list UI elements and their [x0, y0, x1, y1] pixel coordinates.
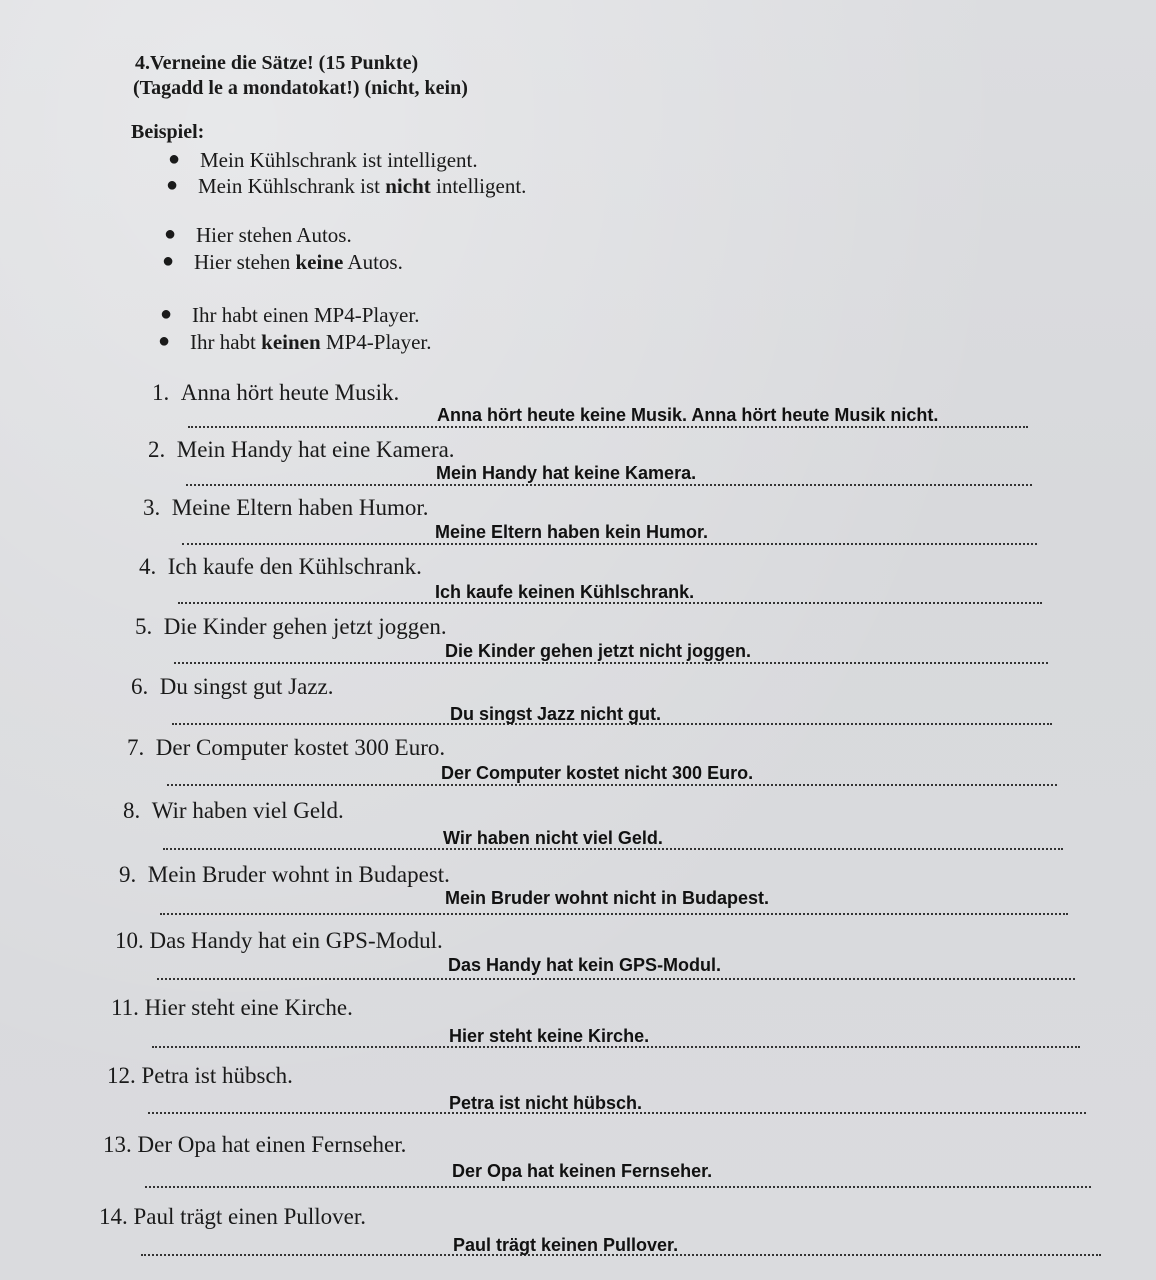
bullet: ●	[158, 330, 171, 352]
answer-text: Wir haben nicht viel Geld.	[443, 828, 663, 848]
example-item: ● Mein Kühlschrank ist intelligent.	[168, 148, 478, 172]
answer-text: Der Opa hat keinen Fernseher.	[452, 1161, 713, 1181]
task-sentence: 11. Hier steht eine Kirche.	[111, 995, 353, 1020]
answer-text: Petra ist nicht hübsch.	[449, 1093, 643, 1113]
task-sentence: 9. Mein Bruder wohnt in Budapest.	[119, 862, 450, 887]
answer-line	[167, 784, 1057, 786]
bullet: ●	[168, 148, 181, 170]
task-sentence: 5. Die Kinder gehen jetzt joggen.	[135, 614, 447, 639]
answer-text: Ich kaufe keinen Kühlschrank.	[435, 582, 695, 602]
answer-text: Anna hört heute keine Musik. Anna hört heute Musik nicht.	[437, 405, 939, 425]
task-sentence: 2. Mein Handy hat eine Kamera.	[148, 437, 455, 462]
task-sentence: 8. Wir haben viel Geld.	[123, 798, 344, 823]
answer-line	[174, 662, 1048, 664]
answer-line	[186, 484, 1032, 486]
task-sentence: 6. Du singst gut Jazz.	[131, 674, 334, 699]
task-sentence: 4. Ich kaufe den Kühlschrank.	[139, 554, 422, 579]
example-label: Beispiel:	[131, 121, 205, 143]
answer-line	[188, 426, 1028, 428]
task-sentence: 3. Meine Eltern haben Humor.	[143, 495, 429, 520]
answer-text: Hier steht keine Kirche.	[449, 1026, 650, 1046]
example-item: ● Hier stehen Autos.	[164, 223, 352, 247]
exercise-title: 4.Verneine die Sätze! (15 Punkte)	[135, 52, 419, 74]
answer-line	[160, 913, 1068, 915]
answer-text: Die Kinder gehen jetzt nicht joggen.	[445, 641, 752, 661]
exercise-subtitle: (Tagadd le a mondatokat!) (nicht, kein)	[133, 77, 468, 99]
answer-text: Der Computer kostet nicht 300 Euro.	[441, 763, 754, 783]
answer-text: Mein Bruder wohnt nicht in Budapest.	[445, 888, 769, 908]
task-sentence: 7. Der Computer kostet 300 Euro.	[127, 735, 446, 760]
answer-text: Meine Eltern haben kein Humor.	[435, 522, 709, 542]
task-sentence: 10. Das Handy hat ein GPS-Modul.	[115, 928, 443, 953]
answer-text: Das Handy hat kein GPS-Modul.	[448, 955, 722, 975]
example-item: ● Ihr habt keinen MP4-Player.	[158, 330, 432, 354]
bullet: ●	[162, 250, 175, 272]
example-item: ● Ihr habt einen MP4-Player.	[160, 303, 420, 327]
answer-text: Paul trägt keinen Pullover.	[453, 1235, 679, 1255]
bullet: ●	[160, 303, 173, 325]
example-item: ● Mein Kühlschrank ist nicht intelligent.	[166, 174, 527, 198]
answer-line	[182, 543, 1037, 545]
answer-line	[145, 1186, 1091, 1188]
task-sentence: 12. Petra ist hübsch.	[107, 1063, 293, 1088]
task-sentence: 13. Der Opa hat einen Fernseher.	[103, 1132, 407, 1157]
task-sentence: 14. Paul trägt einen Pullover.	[99, 1204, 367, 1229]
bullet: ●	[164, 223, 177, 245]
answer-text: Du singst Jazz nicht gut.	[450, 704, 662, 724]
bullet: ●	[166, 174, 179, 196]
answer-text: Mein Handy hat keine Kamera.	[436, 463, 697, 483]
example-item: ● Hier stehen keine Autos.	[162, 250, 403, 274]
task-sentence: 1. Anna hört heute Musik.	[152, 380, 400, 405]
answer-line	[157, 978, 1075, 980]
